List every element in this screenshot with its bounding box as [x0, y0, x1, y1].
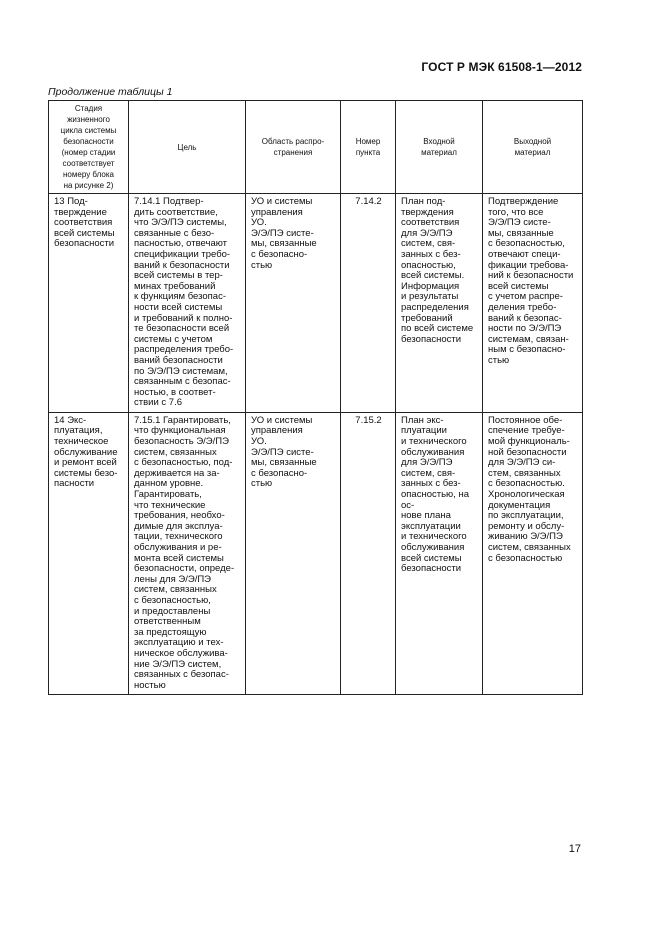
cell-clause: 7.15.2 — [341, 412, 396, 694]
cell-output: Постоянное обе- спечение требуе- мой функциональ- ной безопасности для Э/Э/ПЭ си- стем, связанных с безопасностью. Хронологическая документация по эксплуатации, ремонту и обслу- живанию Э/Э/ПЭ систем, связанных с безопасностью — [483, 412, 583, 694]
column-header-scope: Область распро- странения — [246, 101, 341, 194]
column-header-clause: Номер пункта — [341, 101, 396, 194]
cell-stage: 14 Экс- плуатация, техническое обслуживание и ремонт всей системы безо- пасности — [49, 412, 129, 694]
cell-goal: 7.14.1 Подтвер- дить соответствие, что Э/Э/ПЭ системы, связанные с безо- пасностью, отвечают спецификации требо- ваний к безопасности всей системы в тер- минах требований к функциям безопас- ности всей системы и требований к полно- те безопасности всей системы с учетом распределения требо- ваний безопасности по Э/Э/ПЭ системам, связанным с безопас- ностью, в соответ- ствии с 7.6 — [129, 194, 246, 413]
table-header-row — [49, 101, 583, 194]
standard-designation: ГОСТ Р МЭК 61508-1—2012 — [421, 60, 582, 74]
table-row — [49, 412, 583, 694]
cell-input: План под- тверждения соответствия для Э/Э/ПЭ систем, свя- занных с без- опасностью, всей системы. Информация и результаты распределения требований по всей системе безопасности — [396, 194, 483, 413]
lifecycle-table — [48, 100, 583, 695]
column-header-stage: Стадия жизненного цикла системы безопасности (номер стадии соответствует номеру блока на рисунке 2) — [49, 101, 129, 194]
column-header-output: Выходной материал — [483, 101, 583, 194]
cell-goal: 7.15.1 Гарантировать, что функциональная безопасность Э/Э/ПЭ систем, связанных с безопасностью, под- держивается на за- данном уровне. Гарантировать, что технические требования, необхо- димые для эксплуа- тации, технического обслуживания и ре- монта всей системы безопасности, опреде- лены для Э/Э/ПЭ систем, связанных с безопасностью, и предоставлены ответственным за предстоящую эксплуатацию и тех- ническое обслужива- ние Э/Э/ПЭ систем, связанных с безопас- ностью — [129, 412, 246, 694]
column-header-goal: Цель — [129, 101, 246, 194]
cell-output: Подтверждение того, что все Э/Э/ПЭ систе- мы, связанные с безопасностью, отвечают специ- фикации требова- ний к безопасности всей системы с учетом распре- деления требо- ваний к безопас- ности по Э/Э/ПЭ системам, связан- ным с безопасно- стью — [483, 194, 583, 413]
cell-clause: 7.14.2 — [341, 194, 396, 413]
cell-stage: 13 Под- тверждение соответствия всей системы безопасности — [49, 194, 129, 413]
column-header-input: Входной материал — [396, 101, 483, 194]
table-row — [49, 194, 583, 413]
cell-input: План экс- плуатации и технического обслуживания для Э/Э/ПЭ систем, свя- занных с без- опасностью, на ос- нове плана эксплуатации и технического обслуживания всей системы безопасности — [396, 412, 483, 694]
page-number: 17 — [568, 843, 581, 855]
cell-scope: УО и системы управления УО. Э/Э/ПЭ систе- мы, связанные с безопасно- стью — [246, 412, 341, 694]
table-caption: Продолжение таблицы 1 — [48, 86, 173, 98]
cell-scope: УО и системы управления УО. Э/Э/ПЭ систе- мы, связанные с безопасно- стью — [246, 194, 341, 413]
